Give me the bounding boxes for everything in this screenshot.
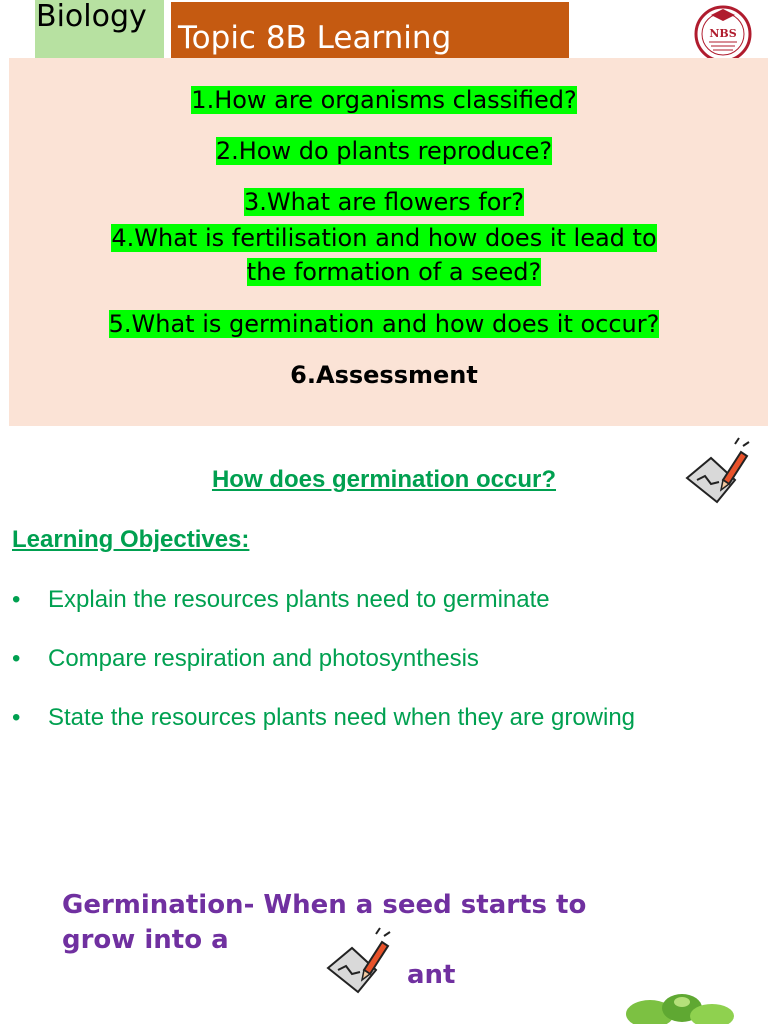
objective-item <box>12 586 550 614</box>
seedling-icon <box>620 992 740 1024</box>
pencil-writing-icon <box>324 926 392 996</box>
objectives-heading: Learning Objectives: <box>12 526 250 553</box>
logo-text: NBS <box>709 27 737 40</box>
question-4-line-1: 4.What is fertilisation and how does it lead to <box>111 224 657 252</box>
definition-line-3: ant <box>407 960 456 990</box>
definition-line-2: grow into a <box>62 925 229 955</box>
question-1: 1.How are organisms classified? <box>191 86 577 114</box>
subject-label: Biology <box>36 0 147 34</box>
objective-text: Compare respiration and photosynthesis <box>48 645 479 672</box>
objective-item <box>12 645 479 673</box>
question-2: 2.How do plants reproduce? <box>215 137 553 165</box>
lesson-title: How does germination occur? <box>211 466 557 493</box>
question-4-line-2: the formation of a seed? <box>246 258 542 286</box>
school-crest-icon <box>693 3 753 63</box>
bullet-icon: • <box>12 586 21 613</box>
question-5: 5.What is germination and how does it occur? <box>108 310 660 338</box>
pencil-writing-icon <box>683 436 751 506</box>
definition-line-1: Germination- When a seed starts to <box>62 890 587 920</box>
objective-item <box>12 704 635 732</box>
objective-text: Explain the resources plants need to germinate <box>48 586 550 613</box>
topic-title: Topic 8B Learning <box>178 20 452 56</box>
bullet-icon: • <box>12 645 21 672</box>
objective-text: State the resources plants need when they are growing <box>48 704 636 731</box>
bullet-icon: • <box>12 704 21 731</box>
question-3: 3.What are flowers for? <box>244 188 524 216</box>
question-6: 6.Assessment <box>290 361 478 389</box>
